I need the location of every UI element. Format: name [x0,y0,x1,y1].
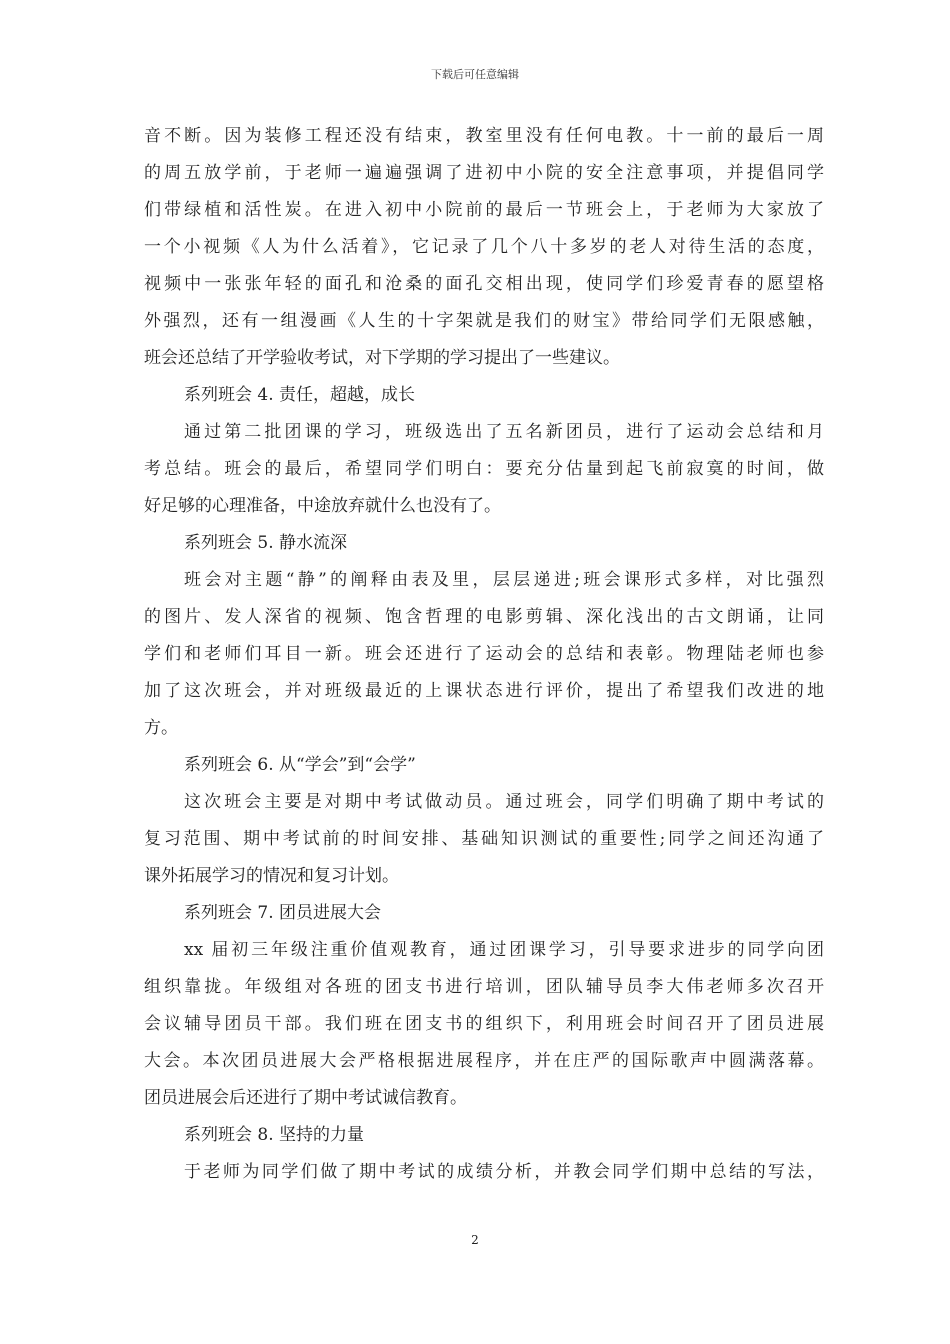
paragraph-line: 考总结。班会的最后，希望同学们明白：要充分估量到起飞前寂寞的时间，做 [144,459,824,479]
paragraph-line: 学们和老师们耳目一新。班会还进行了运动会的总结和表彰。物理陆老师也参 [144,644,824,664]
page-header: 下载后可任意编辑 [431,68,519,81]
body-text [144,118,824,1191]
paragraph-line: 外强烈，还有一组漫画《人生的十字架就是我们的财宝》带给同学们无限感触， [144,311,824,331]
paragraph-line: xx 届初三年级注重价值观教育，通过团课学习，引导要求进步的同学向团 [184,940,824,960]
section-heading: 系列班会 7. 团员进展大会 [184,903,382,923]
paragraph-line: 团员进展会后还进行了期中考试诚信教育。 [144,1088,467,1108]
paragraph-line: 好足够的心理准备，中途放弃就什么也没有了。 [144,496,501,516]
paragraph-line: 方。 [144,718,178,738]
paragraph-line: 一个小视频《人为什么活着》，它记录了几个八十多岁的老人对待生活的态度， [144,237,824,257]
paragraph-line: 音不断。因为装修工程还没有结束，教室里没有任何电教。十一前的最后一周 [144,126,824,146]
section-heading: 系列班会 6. 从“学会”到“会学” [184,755,416,775]
paragraph-line: 的周五放学前，于老师一遍遍强调了进初中小院的安全注意事项，并提倡同学 [144,163,824,183]
paragraph-line: 班会还总结了开学验收考试，对下学期的学习提出了一些建议。 [144,348,620,368]
section-heading: 系列班会 4. 责任，超越，成长 [184,385,416,405]
paragraph-line: 们带绿植和活性炭。在进入初中小院前的最后一节班会上，于老师为大家放了 [144,200,824,220]
paragraph-line: 视频中一张张年轻的面孔和沧桑的面孔交相出现，使同学们珍爱青春的愿望格 [144,274,824,294]
paragraph-line: 通过第二批团课的学习，班级选出了五名新团员，进行了运动会总结和月 [184,422,824,442]
paragraph-line: 这次班会主要是对期中考试做动员。通过班会，同学们明确了期中考试的 [184,792,824,812]
paragraph-line: 大会。本次团员进展大会严格根据进展程序，并在庄严的国际歌声中圆满落幕。 [144,1051,824,1071]
section-heading: 系列班会 5. 静水流深 [184,533,348,553]
paragraph-line: 的图片、发人深省的视频、饱含哲理的电影剪辑、深化浅出的古文朗诵，让同 [144,607,824,627]
paragraph-line: 课外拓展学习的情况和复习计划。 [144,866,399,886]
paragraph-line: 加了这次班会，并对班级最近的上课状态进行评价，提出了希望我们改进的地 [144,681,824,701]
paragraph-line: 组织靠拢。年级组对各班的团支书进行培训，团队辅导员李大伟老师多次召开 [144,977,824,997]
paragraph-line: 班会对主题“静”的阐释由表及里，层层递进;班会课形式多样，对比强烈 [184,570,824,590]
paragraph-line: 于老师为同学们做了期中考试的成绩分析，并教会同学们期中总结的写法， [184,1162,824,1182]
paragraph-line: 会议辅导团员干部。我们班在团支书的组织下，利用班会时间召开了团员进展 [144,1014,824,1034]
section-heading: 系列班会 8. 坚持的力量 [184,1125,365,1145]
page-number: 2 [471,1233,479,1247]
paragraph-line: 复习范围、期中考试前的时间安排、基础知识测试的重要性;同学之间还沟通了 [144,829,824,849]
